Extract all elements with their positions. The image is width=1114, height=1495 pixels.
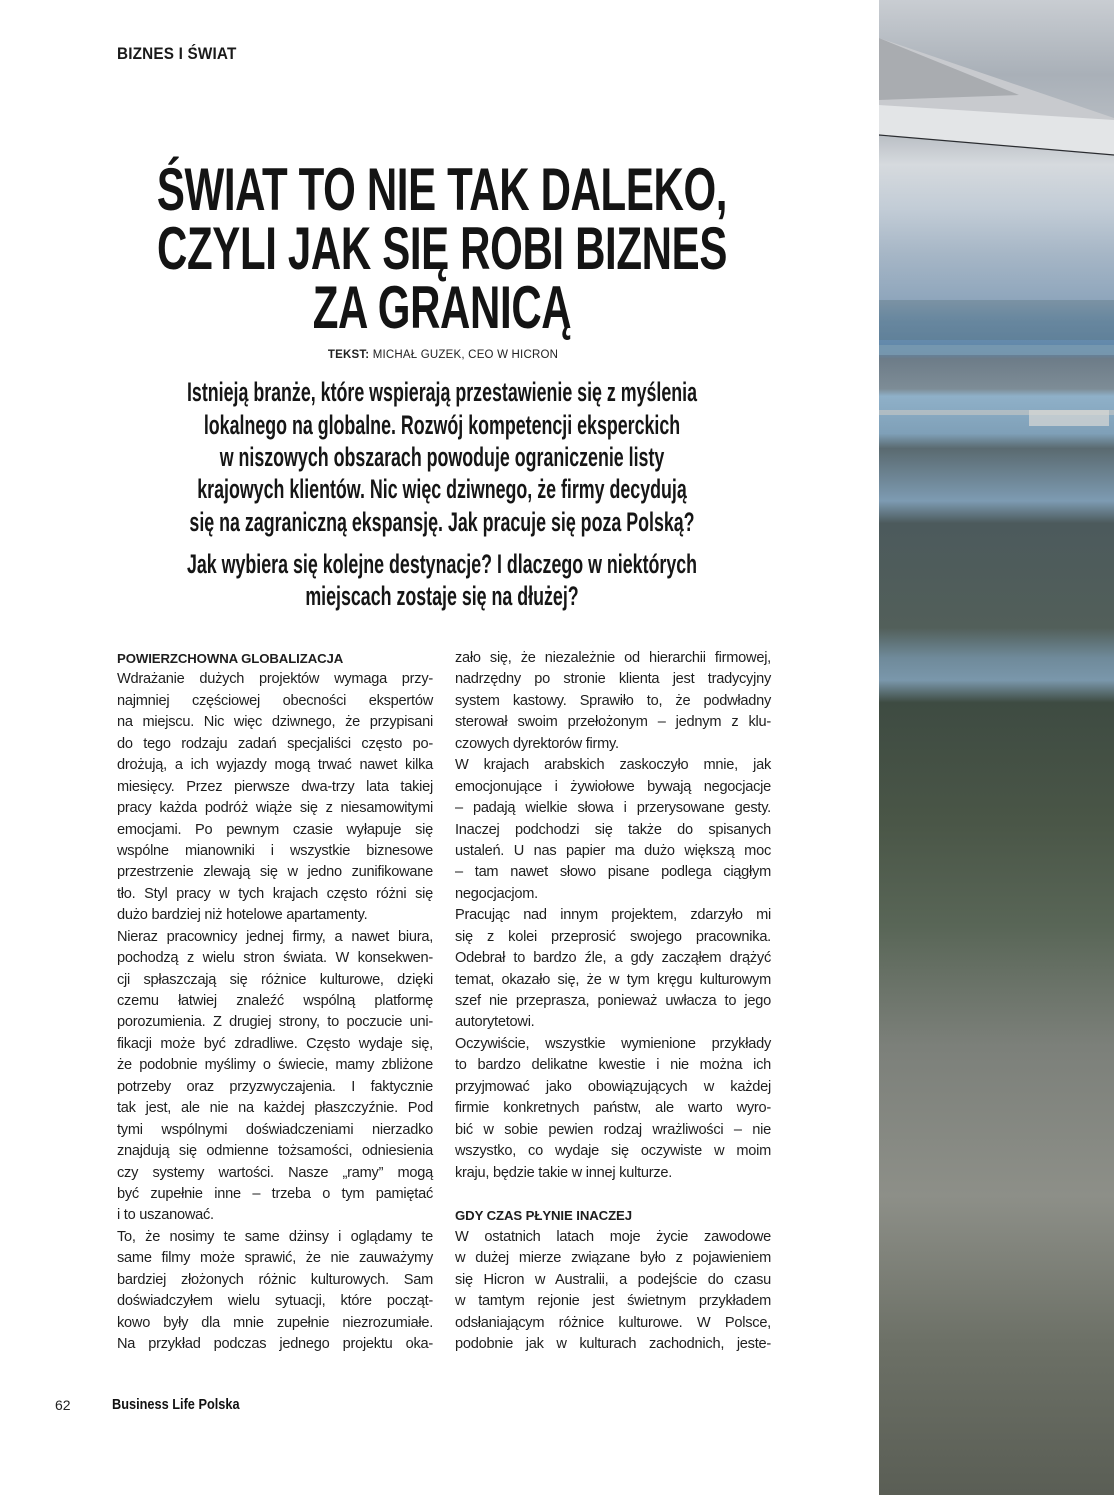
section-heading: POWIERZCHOWNA GLOBALIZACJA [117,651,344,666]
paragraph-line: Wdrażanie dużych projektów wymaga przy- [117,671,433,688]
paragraph-line: tak jest, ale nie na każdej płaszczyźnie. Pod [117,1100,433,1117]
paragraph-line: wspólne mianowniki i wszystkie biznesowe [117,842,433,859]
paragraph-line: tło. Styl pracy w tych krajach często różni się [117,885,433,902]
paragraph-line: Odebrał to bardzo źle, a gdy zacząłem drążyć [455,950,771,967]
paragraph-line: w tamtym rejonie jest świetnym przykładem [455,1293,771,1310]
paragraph-line: Oczywiście, wszystkie wymienione przykłady [455,1035,771,1052]
lead-line: miejscach zostaje się na dłużej? [305,581,579,611]
paragraph-line: podobnie jak w kulturach zachodnich, jeste- [455,1336,771,1352]
paragraph-line: W krajach arabskich zaskoczyło mnie, jak [455,757,771,774]
paragraph-line: bardziej złożonych różnic kulturowych. Sam [117,1271,433,1288]
paragraph-line: się z kolei przeprosić swojego pracownika. [455,928,771,945]
page-number: 62 [55,1397,71,1413]
article-column-1 [117,648,433,1355]
paragraph-line: znajdują się odmienne tożsamości, odniesienia [117,1143,433,1160]
lead-line: Jak wybiera się kolejne destynacje? I dlaczego w niektórych [186,549,698,579]
paragraph-line: do tego rodzaju zadań specjaliści często po- [117,735,433,752]
paragraph-line: to bardzo delikatne kwestie i nie można ich [455,1057,771,1074]
paragraph-line: Inaczej podchodzi się także do spisanych [455,821,771,838]
byline-label: TEKST: [327,349,370,361]
aerial-photo-airplane-wing [879,0,1114,1495]
paragraph-line: i to uszanować. [117,1207,214,1224]
paragraph-line: Pracując nad innym projektem, zdarzyło mi [455,907,771,924]
paragraph-line: bić w sobie pewien rodzaj wrażliwości – nie [455,1121,771,1138]
paragraph-line: Nieraz pracownicy jednej firmy, a nawet biura, [117,928,433,945]
paragraph-line: fikacji może być zdradliwe. Często wydaje się, [117,1035,433,1052]
paragraph-line: doświadczyłem wielu sytuacji, które począt- [117,1293,433,1310]
paragraph-line: być zupełnie inne – trzeba o tym pamiętać [117,1185,433,1202]
paragraph-line: system kastowy. Sprawiło to, że podwładny [455,692,771,709]
airplane-wing-graphic [879,0,1114,1495]
paragraph-line: odsłaniającym różnice kulturowe. W Polsce, [455,1314,771,1331]
paragraph-line: na miejscu. Nic więc dziwnego, że przypisani [117,714,433,731]
lead-line: się na zagraniczną ekspansję. Jak pracuje się poza Polską? [189,507,695,537]
paragraph-line: w dużej mierze związane było z pojawieniem [455,1250,771,1267]
paragraph-line: szef nie przeprasza, ponieważ uwłacza to jego [455,993,771,1009]
paragraph-line: Na przykład podczas jednego projektu oka- [117,1336,433,1352]
paragraph-line: czy systemy wartości. Nasze „ramy” mogą [117,1164,433,1181]
paragraph-line: kowo były dla mnie zupełnie niezrozumiałe. [117,1314,433,1331]
paragraph-line: czemu łatwiej znaleźć wspólną platformę [117,993,433,1009]
paragraph-line: autorytetowi. [455,1014,535,1031]
paragraph-line: – padają wielkie słowa i przerysowane gesty. [455,800,771,817]
paragraph-line: firmie konkretnych państw, ale warto wyro- [455,1100,771,1117]
lead-line: lokalnego na globalne. Rozwój kompetencji eksperckich [203,410,681,440]
paragraph-line: emocjonujące i żywiołowe bywają negocjacje [455,778,771,795]
paragraph-line: najmniej częściowej obecności ekspertów [117,692,433,709]
paragraph-line: że podobnie myślimy o świecie, mamy zbliżone [117,1057,433,1074]
paragraph-line: zało się, że niezależnie od hierarchii firmowej, [455,650,771,666]
title-line: ZA GRANICĄ [312,274,572,341]
section-label: BIZNES I ŚWIAT [117,44,237,63]
paragraph-line: dużo bardziej niż hotelowe apartamenty. [117,907,368,924]
paragraph-line: wszystko, co wydaje się oczywiste w moim [455,1143,771,1160]
paragraph-line: przestrzenie zlewają się w jedno zunifikowane [117,864,433,881]
paragraph-line: czowych dyrektorów firmy. [455,735,619,752]
paragraph-line: To, że nosimy te same dżinsy i oglądamy te [117,1228,433,1245]
spacer [455,1184,771,1205]
paragraph-line: negocjacjom. [455,885,538,902]
paragraph-line: porozumienia. Z drugiej strony, to poczucie uni- [117,1014,433,1031]
paragraph-line: przyjmować jako obowiązujących w każdej [455,1078,771,1095]
lead-line: Istnieją branże, które wspierają przestawienie się z myślenia [186,377,698,407]
paragraph-line: temat, okazało się, że w tym kręgu kulturowym [455,971,771,988]
paragraph-line: – tam nawet słowo pisane podlega ciągłym [455,864,771,881]
byline [0,349,886,361]
lead-line: w niszowych obszarach powoduje ograniczenie listy [219,442,665,472]
paragraph-line: kraju, będzie takie w innej kulturze. [455,1164,673,1181]
paragraph-line: nadrzędny po stronie klienta jest tradycyjny [455,671,771,688]
byline-author: MICHAŁ GUZEK, CEO W HICRON [372,349,559,361]
section-heading: GDY CZAS PŁYNIE INACZEJ [455,1208,632,1224]
paragraph-line: drożują, a ich wyjazdy mogą trwać nawet kilka [117,757,433,774]
paragraph-line: W ostatnich latach moje życie zawodowe [455,1228,771,1245]
article-column-2 [455,648,771,1355]
paragraph-line: miesięcy. Przez pierwsze dwa-trzy lata takiej [117,778,433,795]
paragraph-line: się Hicron w Australii, a podejście do czasu [455,1271,771,1288]
title-line: ŚWIAT TO NIE TAK DALEKO, [156,156,728,223]
magazine-name: Business Life Polska [112,1396,240,1413]
title-line: CZYLI JAK SIĘ ROBI BIZNES [157,215,727,282]
paragraph-line: pochodzą z wielu stron świata. W konsekwen- [117,950,433,967]
paragraph-line: same filmy może sprawić, że nie zauważymy [117,1250,433,1267]
paragraph-line: pracy każda podróż wiąże się z niesamowitymi [117,800,433,817]
paragraph-line: tymi wspólnymi doświadczeniami nierzadko [117,1121,433,1138]
paragraph-line: potrzeby oraz przyzwyczajenia. I faktycznie [117,1078,433,1095]
lead-line: krajowych klientów. Nic więc dziwnego, że firmy decydują [197,474,687,504]
paragraph-line: ustaleń. U nas papier ma dużo większą moc [455,842,771,859]
paragraph-line: sterował swoim przełożonym – jednym z klu- [455,714,771,731]
paragraph-line: emocjami. Po pewnym czasie wyłapuje się [117,821,433,838]
paragraph-line: cji spłaszczają się różnice kulturowe, dzięki [117,971,433,988]
